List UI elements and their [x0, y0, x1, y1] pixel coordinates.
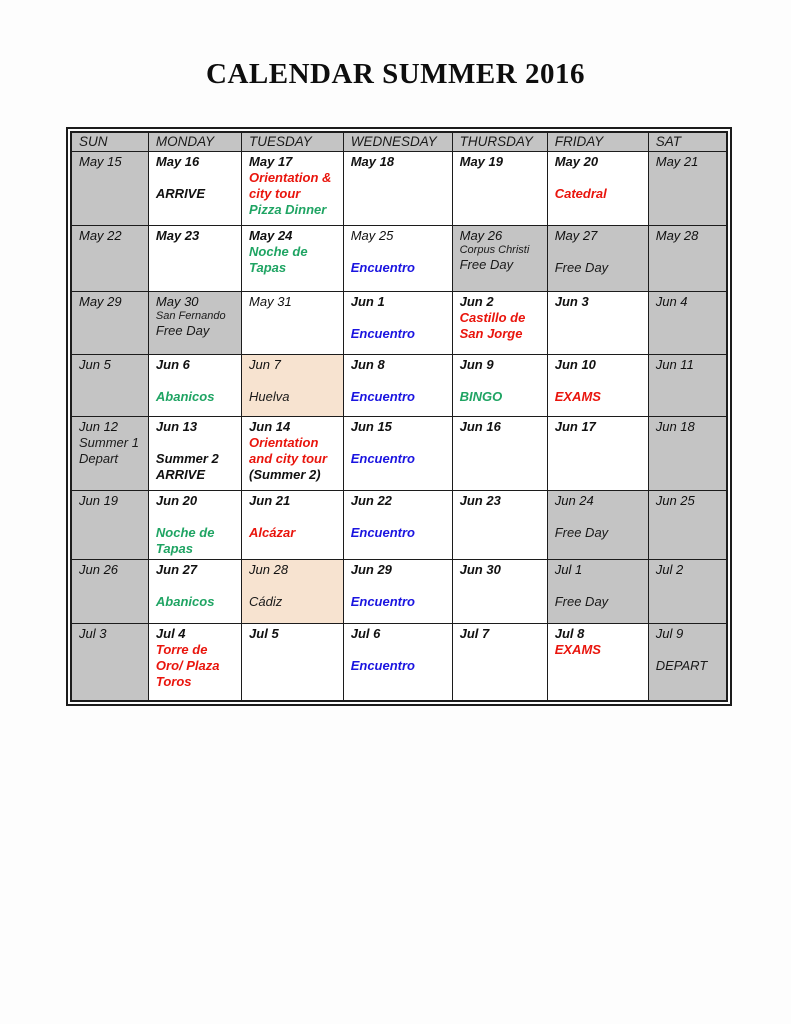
- cell-jun-21: [242, 491, 344, 560]
- date-label: Jul 2: [655, 562, 684, 577]
- blank-line: [351, 310, 448, 326]
- event-label: DEPART: [655, 657, 708, 673]
- date-label: May 16: [155, 154, 200, 169]
- header-wednesday: WEDNESDAY: [343, 132, 452, 152]
- date-label: Jun 19: [79, 493, 119, 508]
- cell-jun-28: [242, 560, 344, 624]
- cell-jun-16: [452, 417, 547, 491]
- cell-may-19: [452, 152, 547, 226]
- blank-line: [555, 509, 644, 525]
- event-label: Noche de Tapas: [155, 524, 215, 556]
- cell-jun-23: [452, 491, 547, 560]
- date-label: May 30: [155, 294, 199, 309]
- event-label: BINGO: [459, 388, 503, 404]
- cell-jun-17: [547, 417, 648, 491]
- week-row-2: [71, 226, 727, 292]
- week-row-1: [71, 152, 727, 226]
- event-label: Orientation and city tour: [249, 434, 328, 466]
- blank-line: [156, 373, 237, 389]
- date-label: Jun 13: [155, 419, 198, 434]
- cell-jun-10: [547, 355, 648, 417]
- cell-jun-8: [343, 355, 452, 417]
- date-label: Jun 3: [554, 294, 589, 309]
- date-label: Jun 8: [350, 357, 385, 372]
- cell-may-27: [547, 226, 648, 292]
- date-label: May 18: [350, 154, 395, 169]
- blank-line: [555, 578, 644, 594]
- week-row-4: [71, 355, 727, 417]
- cell-jun-9: [452, 355, 547, 417]
- cell-may-26: [452, 226, 547, 292]
- event-label: Noche de Tapas: [249, 243, 308, 275]
- cell-may-21: [648, 152, 727, 226]
- header-sat: SAT: [648, 132, 727, 152]
- date-label: May 21: [655, 154, 699, 169]
- date-label: Jun 12: [79, 419, 119, 434]
- header-thursday: THURSDAY: [452, 132, 547, 152]
- date-label: Jun 15: [350, 419, 392, 434]
- event-label: Torre de Oro/ Plaza Toros: [155, 641, 220, 689]
- event-label: Encuentro: [350, 259, 416, 275]
- cell-may-28: [648, 226, 727, 292]
- event-label: (Summer 2): [249, 466, 321, 482]
- event-label: San Fernando: [155, 309, 226, 322]
- date-label: Jun 21: [249, 493, 291, 508]
- header-sun: SUN: [71, 132, 148, 152]
- cell-jul-1: [547, 560, 648, 624]
- blank-line: [249, 578, 339, 594]
- event-label: Summer 1: [79, 434, 139, 450]
- week-row-5: [71, 417, 727, 491]
- header-friday: FRIDAY: [547, 132, 648, 152]
- cell-jun-30: [452, 560, 547, 624]
- cell-jun-24: [547, 491, 648, 560]
- blank-line: [156, 435, 237, 451]
- event-label: Free Day: [554, 524, 609, 540]
- cell-jun-4: [648, 292, 727, 355]
- page-title: CALENDAR SUMMER 2016: [206, 58, 585, 90]
- event-label: Encuentro: [350, 388, 416, 404]
- date-label: Jun 7: [249, 357, 281, 372]
- date-label: Jul 4: [155, 626, 186, 641]
- event-label: Encuentro: [350, 524, 416, 540]
- cell-may-24: [242, 226, 344, 292]
- cell-jun-22: [343, 491, 452, 560]
- cell-jun-6: [148, 355, 241, 417]
- blank-line: [351, 435, 448, 451]
- event-label: Castillo de San Jorge: [459, 309, 526, 341]
- cell-jul-9: [648, 624, 727, 701]
- date-label: May 25: [350, 228, 394, 243]
- date-label: Jun 10: [554, 357, 596, 372]
- date-label: Jul 5: [249, 626, 279, 641]
- date-label: Jun 28: [249, 562, 289, 577]
- event-label: EXAMS: [554, 388, 601, 404]
- cell-may-17: [242, 152, 344, 226]
- date-label: Jul 1: [554, 562, 583, 577]
- blank-line: [156, 170, 237, 186]
- date-label: May 20: [554, 154, 599, 169]
- date-label: Jun 16: [459, 419, 501, 434]
- cell-jun-20: [148, 491, 241, 560]
- blank-line: [156, 509, 237, 525]
- cell-jun-15: [343, 417, 452, 491]
- cell-jul-5: [242, 624, 344, 701]
- event-label: Pizza Dinner: [249, 201, 327, 217]
- cell-jun-29: [343, 560, 452, 624]
- date-label: May 28: [655, 228, 699, 243]
- event-label: Free Day: [459, 257, 514, 273]
- date-label: Jun 20: [155, 493, 198, 508]
- calendar-table: [70, 131, 728, 702]
- event-label: Cádiz: [249, 593, 283, 609]
- calendar-table-border: [66, 127, 732, 706]
- event-label: Encuentro: [350, 325, 416, 341]
- event-label: EXAMS: [554, 641, 601, 657]
- cell-jun-7: [242, 355, 344, 417]
- cell-may-31: [242, 292, 344, 355]
- date-label: Jun 26: [79, 562, 119, 577]
- date-label: May 22: [79, 228, 122, 243]
- cell-may-18: [343, 152, 452, 226]
- week-row-3: [71, 292, 727, 355]
- date-label: May 24: [249, 228, 293, 243]
- date-label: Jun 14: [249, 419, 291, 434]
- cell-may-23: [148, 226, 241, 292]
- blank-line: [249, 509, 339, 525]
- date-label: Jun 5: [79, 357, 111, 372]
- event-label: Encuentro: [350, 450, 416, 466]
- event-label: Free Day: [554, 593, 609, 609]
- date-label: May 31: [249, 294, 292, 309]
- event-label: ARRIVE: [155, 466, 206, 482]
- event-label: Free Day: [155, 323, 210, 339]
- cell-jun-11: [648, 355, 727, 417]
- event-label: Catedral: [554, 185, 607, 201]
- date-label: Jun 24: [554, 493, 594, 508]
- blank-line: [249, 373, 339, 389]
- cell-jun-14: [242, 417, 344, 491]
- blank-line: [351, 509, 448, 525]
- cell-may-25: [343, 226, 452, 292]
- date-label: Jun 22: [350, 493, 392, 508]
- date-label: Jun 2: [459, 294, 494, 309]
- date-label: Jun 1: [350, 294, 385, 309]
- cell-may-16: [148, 152, 241, 226]
- event-label: ARRIVE: [155, 185, 206, 201]
- date-label: May 27: [554, 228, 598, 243]
- blank-line: [351, 578, 448, 594]
- cell-jun-2: [452, 292, 547, 355]
- cell-jun-18: [648, 417, 727, 491]
- header-monday: MONDAY: [148, 132, 241, 152]
- date-label: May 17: [249, 154, 293, 169]
- date-label: Jun 23: [459, 493, 501, 508]
- cell-may-29: [71, 292, 148, 355]
- blank-line: [460, 373, 543, 389]
- week-row-6: [71, 491, 727, 560]
- cell-jun-25: [648, 491, 727, 560]
- date-label: Jun 6: [155, 357, 190, 372]
- cell-jul-7: [452, 624, 547, 701]
- cell-jun-13: [148, 417, 241, 491]
- blank-line: [555, 170, 644, 186]
- cell-jun-26: [71, 560, 148, 624]
- date-label: Jul 3: [79, 626, 107, 641]
- date-label: Jun 11: [655, 357, 694, 372]
- date-label: May 26: [459, 228, 503, 243]
- cell-jul-2: [648, 560, 727, 624]
- blank-line: [555, 373, 644, 389]
- cell-jun-19: [71, 491, 148, 560]
- cell-may-30: [148, 292, 241, 355]
- blank-line: [351, 244, 448, 260]
- date-label: May 29: [79, 294, 122, 309]
- event-label: Abanicos: [155, 388, 215, 404]
- blank-line: [351, 373, 448, 389]
- cell-jul-3: [71, 624, 148, 701]
- cell-jun-5: [71, 355, 148, 417]
- cell-may-15: [71, 152, 148, 226]
- cell-jun-12: [71, 417, 148, 491]
- blank-line: [156, 578, 237, 594]
- date-label: Jun 27: [155, 562, 198, 577]
- blank-line: [555, 244, 644, 260]
- blank-line: [656, 642, 722, 658]
- date-label: Jun 17: [554, 419, 596, 434]
- cell-jul-6: [343, 624, 452, 701]
- event-label: Free Day: [554, 259, 609, 275]
- event-label: Encuentro: [350, 657, 416, 673]
- event-label: Corpus Christi: [459, 243, 530, 256]
- event-label: Huelva: [249, 388, 290, 404]
- cell-may-20: [547, 152, 648, 226]
- date-label: Jun 4: [655, 294, 688, 309]
- week-row-7: [71, 560, 727, 624]
- event-label: Orientation & city tour: [249, 169, 332, 201]
- cell-jul-8: [547, 624, 648, 701]
- cell-jun-27: [148, 560, 241, 624]
- cell-jul-4: [148, 624, 241, 701]
- cell-jun-3: [547, 292, 648, 355]
- event-label: Depart: [79, 450, 119, 466]
- event-label: Encuentro: [350, 593, 416, 609]
- calendar-body: [71, 152, 727, 701]
- date-label: May 15: [79, 154, 122, 169]
- cell-jun-1: [343, 292, 452, 355]
- header-tuesday: TUESDAY: [242, 132, 344, 152]
- cell-may-22: [71, 226, 148, 292]
- weekday-header-row: [71, 132, 727, 152]
- date-label: Jul 7: [459, 626, 490, 641]
- date-label: Jul 6: [350, 626, 381, 641]
- event-label: Summer 2: [155, 450, 219, 466]
- week-row-8: [71, 624, 727, 701]
- date-label: Jul 8: [554, 626, 585, 641]
- date-label: May 23: [155, 228, 200, 243]
- event-label: Alcázar: [249, 524, 296, 540]
- date-label: Jun 30: [459, 562, 501, 577]
- date-label: Jun 29: [350, 562, 392, 577]
- date-label: Jun 25: [655, 493, 695, 508]
- blank-line: [351, 642, 448, 658]
- date-label: Jul 9: [655, 626, 684, 641]
- date-label: Jun 9: [459, 357, 494, 372]
- date-label: Jun 18: [655, 419, 695, 434]
- event-label: Abanicos: [155, 593, 215, 609]
- date-label: May 19: [459, 154, 503, 169]
